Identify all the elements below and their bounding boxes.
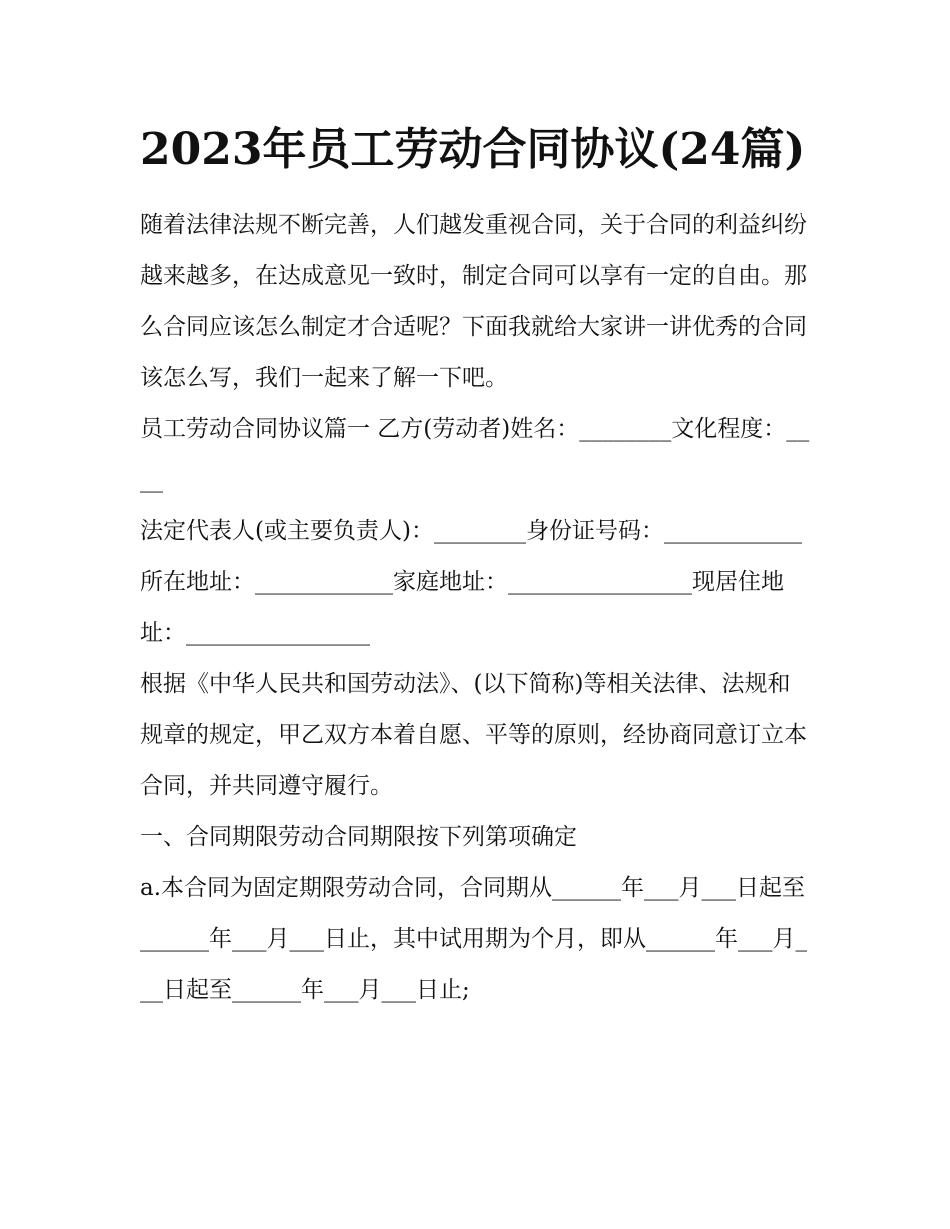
document-title: 2023年员工劳动合同协议(24篇) bbox=[140, 124, 806, 175]
document-page bbox=[140, 118, 812, 1016]
section-heading-contract-term: 一、合同期限劳动合同期限按下列第项确定 bbox=[140, 824, 577, 850]
employee-info-paragraph: 员工劳动合同协议篇一 乙方(劳动者)姓名：________文化程度：____ bbox=[140, 416, 810, 493]
intro-paragraph: 随着法律法规不断完善，人们越发重视合同，关于合同的利益纠纷越来越多，在达成意见一致时，制定合同可以享有一定的自由。那么合同应该怎么制定才合适呢？下面我就给大家讲一讲优秀的合同该怎么写，我们一起来了解一下吧。 bbox=[140, 212, 807, 391]
fixed-term-clause-paragraph: a.本合同为固定期限劳动合同，合同期从______年___月___日起至______年___月___日止，其中试用期为个月，即从______年___月___日起至______年___月___日止; bbox=[140, 875, 807, 1003]
legal-basis-paragraph: 根据《中华人民共和国劳动法》、(以下简称)等相关法律、法规和规章的规定，甲乙双方本着自愿、平等的原则，经协商同意订立本合同，并共同遵守履行。 bbox=[140, 671, 807, 799]
employer-info-paragraph: 法定代表人(或主要负责人)：________身份证号码：____________所在地址：____________家庭地址：________________现居住地址：________________ bbox=[140, 518, 802, 646]
